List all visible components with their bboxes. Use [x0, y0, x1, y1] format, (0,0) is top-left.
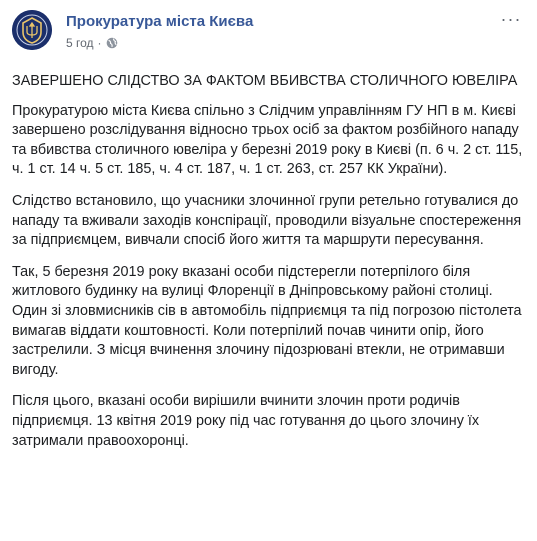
page-avatar[interactable]: [12, 10, 52, 50]
post-text: [12, 72, 526, 451]
page-name-link[interactable]: Прокуратура міста Києва: [66, 13, 254, 30]
post-paragraph: Так, 5 березня 2019 року вказані особи підстерегли потерпілого біля житлового будинку на вулиці Флоренції в Дніпровському районі столиці. Один зі зловмисників сів в автомобіль підприємця та під погрозою пістолета вимагав віддати коштовності. Коли потерпілий почав чинити опір, його застрелили. З місця вчинення злочину підозрювані втекли, не отримавши вигоду.: [12, 263, 522, 378]
post-paragraph: Слідство встановило, що учасники злочинної групи ретельно готувалися до нападу та вживали заходів конспірації, проводили візуальне спостереження за підприємцем, вивчали спосіб його життя та маршрути пересування.: [12, 192, 522, 249]
post-headline: ЗАВЕРШЕНО СЛІДСТВО ЗА ФАКТОМ ВБИВСТВА СТОЛИЧНОГО ЮВЕЛІРА: [12, 73, 518, 89]
post-meta: [66, 36, 118, 50]
post-paragraph: Після цього, вказані особи вирішили вчинити злочин проти родичів підприємця. 13 квітня 2019 року під час готування до цього злочину їх затримали правоохоронці.: [12, 393, 480, 449]
meta-separator: ·: [97, 36, 102, 50]
post-header: [12, 8, 525, 58]
globe-icon[interactable]: [106, 37, 118, 49]
post-options-button[interactable]: ···: [500, 9, 522, 29]
prosecutor-emblem-icon: [12, 10, 52, 50]
post-paragraph: Прокуратурою міста Києва спільно з Слідчим управлінням ГУ НП в м. Києві завершено розслідування відносно трьох осіб за фактом розбійного нападу та вбивства столичного ювеліра у березні 2019 року в Києві (п. 6 ч. 2 ст. 115, ч. 1 ст. 14 ч. 5 ст. 185, ч. 4 ст. 187, ч. 1 ст. 263, ст. 257 КК України).: [12, 102, 523, 178]
post-timestamp[interactable]: 5 год: [66, 36, 94, 50]
